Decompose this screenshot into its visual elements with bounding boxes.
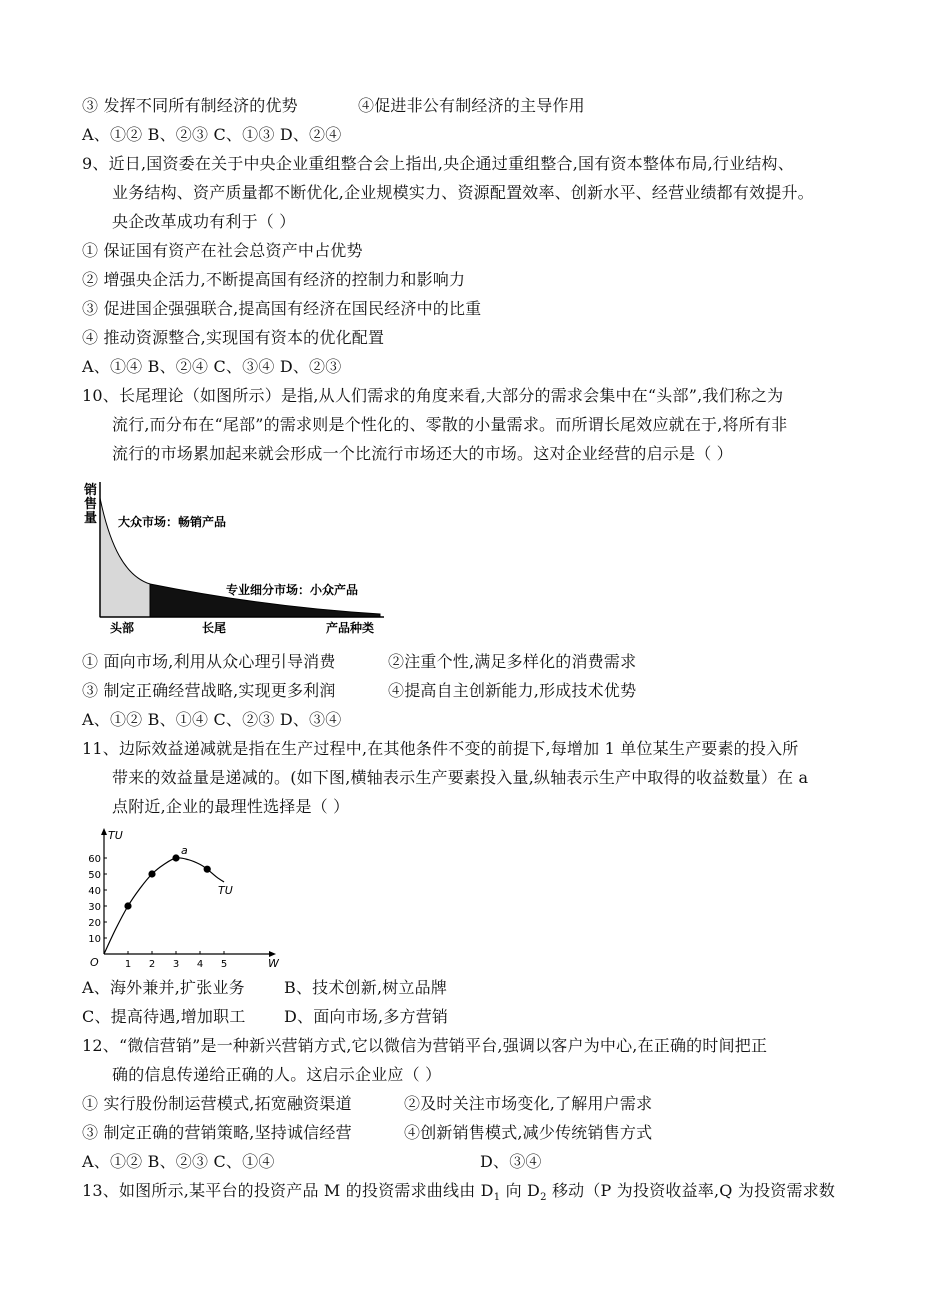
x-label-head: 头部 xyxy=(110,621,135,635)
tu-y-arrow xyxy=(101,828,107,835)
q12-stem-line-1: 12、“微信营销”是一种新兴营销方式,它以微信为营销平台,强调以客户为中心,在正确的时间把正 xyxy=(82,1036,768,1055)
q12-option-2: ②及时关注市场变化,了解用户需求 xyxy=(404,1094,653,1113)
q10-answers: A、①② B、①④ C、②③ D、③④ xyxy=(82,710,342,729)
tu-y-tick-label: 60 xyxy=(88,854,101,865)
tu-x-tick-label: 4 xyxy=(196,959,204,968)
q13-stem-line-1 xyxy=(82,1181,835,1208)
tu-origin-label: O xyxy=(90,956,99,968)
q13-stem-mid: 向 D xyxy=(500,1181,541,1200)
q11-option-d: D、面向市场,多方营销 xyxy=(284,1007,449,1026)
q9-stem-line-2: 业务结构、资产质量都不断优化,企业规模实力、资源配置效率、创新水平、经营业绩都有效提升。 xyxy=(112,183,814,202)
tu-y-tick-label: 20 xyxy=(88,918,101,929)
q11-stem-line-1: 11、边际效益递减就是指在生产过程中,在其他条件不变的前提下,每增加 1 单位某生产要素的投入所 xyxy=(82,739,799,758)
q10-option-4: ④提高自主创新能力,形成技术优势 xyxy=(388,681,637,700)
q13-sub-2: 2 xyxy=(540,1192,547,1204)
long-tail-figure xyxy=(80,476,390,642)
tu-chart-svg xyxy=(82,826,292,968)
q12-option-1: ① 实行股份制运营模式,拓宽融资渠道 xyxy=(82,1094,352,1113)
tu-x-tick-label: 2 xyxy=(148,959,156,968)
q9-option-2: ② 增强央企活力,不断提高国有经济的控制力和影响力 xyxy=(82,270,466,289)
tu-y-tick-label: 10 xyxy=(88,934,101,945)
head-market-label: 大众市场：畅销产品 xyxy=(118,515,227,529)
q10-option-2: ②注重个性,满足多样化的消费需求 xyxy=(388,652,637,671)
q11-option-a: A、海外兼并,扩张业务 xyxy=(82,978,245,997)
tail-market-label: 专业细分市场：小众产品 xyxy=(226,583,359,597)
q10-option-3: ③ 制定正确经营战略,实现更多利润 xyxy=(82,681,336,700)
q11-option-b: B、技术创新,树立品牌 xyxy=(284,978,448,997)
tu-data-point xyxy=(124,902,131,909)
tu-y-tick-label: 40 xyxy=(88,886,101,897)
q9-stem-line-3: 央企改革成功有利于（ ） xyxy=(112,212,296,231)
q11-stem-line-2: 带来的效益量是递减的。(如下图,横轴表示生产要素投入量,纵轴表示生产中取得的收益数量）在 a xyxy=(112,768,809,787)
tu-y-tick-label: 30 xyxy=(88,902,101,913)
q9-option-3: ③ 促进国企强强联合,提高国有经济在国民经济中的比重 xyxy=(82,299,482,318)
q13-stem-end: 移动（P 为投资收益率,Q 为投资需求数 xyxy=(546,1181,836,1200)
q12-answers-abc: A、①② B、②③ C、①④ xyxy=(82,1152,275,1171)
y-axis-label-3: 量 xyxy=(84,511,98,526)
q10-option-1: ① 面向市场,利用从众心理引导消费 xyxy=(82,652,336,671)
q10-stem-line-2: 流行,而分布在“尾部”的需求则是个性化的、零散的小量需求。而所谓长尾效应就在于,将所有非 xyxy=(112,415,788,434)
q9-option-1: ① 保证国有资产在社会总资产中占优势 xyxy=(82,241,363,260)
q10-stem-line-1: 10、长尾理论（如图所示）是指,从人们需求的角度来看,大部分的需求会集中在“头部”,我们称之为 xyxy=(82,386,784,405)
tu-data-point xyxy=(148,870,155,877)
q12-option-4: ④创新销售模式,减少传统销售方式 xyxy=(404,1123,653,1142)
x-label-product-types: 产品种类 xyxy=(326,621,375,635)
tu-point-label-a: a xyxy=(181,844,188,857)
q10-stem-line-3: 流行的市场累加起来就会形成一个比流行市场还大的市场。这对企业经营的启示是（ ） xyxy=(112,444,733,463)
q8-option-3: ③ 发挥不同所有制经济的优势 xyxy=(82,96,298,115)
x-label-tail: 长尾 xyxy=(202,621,227,635)
tu-x-axis-label: W xyxy=(268,957,279,968)
tu-chart xyxy=(82,826,292,972)
q9-option-4: ④ 推动资源整合,实现国有资本的优化配置 xyxy=(82,328,385,347)
q11-option-c: C、提高待遇,增加职工 xyxy=(82,1007,246,1026)
y-axis-label-1: 销 xyxy=(84,483,98,498)
tu-data-point xyxy=(172,854,179,861)
tu-y-tick-label: 50 xyxy=(88,870,101,881)
q11-stem-line-3: 点附近,企业的最理性选择是（ ） xyxy=(112,797,350,816)
long-tail-svg xyxy=(80,476,390,638)
tu-x-tick-label: 3 xyxy=(172,959,180,968)
y-axis-label-2: 售 xyxy=(84,497,98,512)
q13-stem-start: 13、如图所示,某平台的投资产品 M 的投资需求曲线由 D xyxy=(82,1181,494,1200)
q9-answers: A、①④ B、②④ C、③④ D、②③ xyxy=(82,357,342,376)
q9-stem-line-1: 9、近日,国资委在关于中央企业重组整合会上指出,央企通过重组整合,国有资本整体布局,行业结构、 xyxy=(82,154,794,173)
q12-stem-line-2: 确的信息传递给正确的人。这启示企业应（ ） xyxy=(112,1065,442,1084)
tu-data-point xyxy=(204,866,211,873)
q8-answers: A、①② B、②③ C、①③ D、②④ xyxy=(82,125,342,144)
q12-option-3: ③ 制定正确的营销策略,坚持诚信经营 xyxy=(82,1123,352,1142)
tu-x-tick-label: 5 xyxy=(220,959,228,968)
q13-sub-1: 1 xyxy=(493,1192,501,1204)
q8-option-4: ④促进非公有制经济的主导作用 xyxy=(358,96,585,115)
tu-x-tick-label: 1 xyxy=(124,959,132,968)
q12-answer-d: D、③④ xyxy=(480,1152,542,1171)
tu-curve-label: TU xyxy=(218,884,233,897)
tu-y-axis-label: TU xyxy=(108,829,123,842)
